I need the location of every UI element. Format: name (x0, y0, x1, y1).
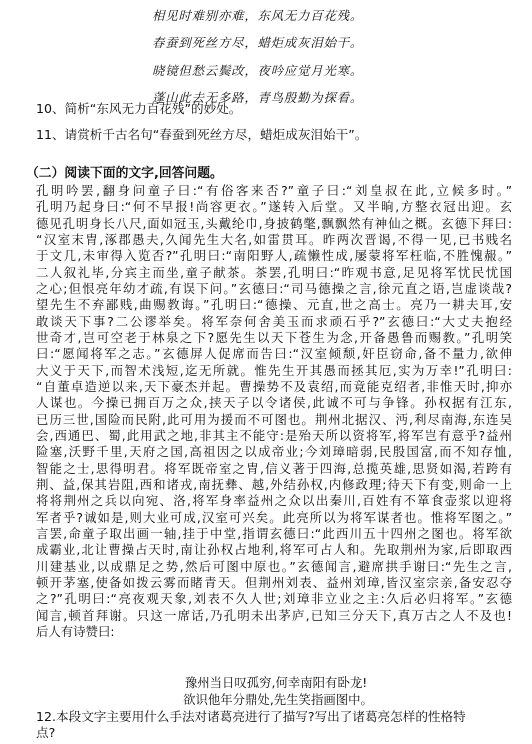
passage-line: 二人叙礼毕,分宾主而坐,童子献茶。茶罢,孔明曰:“昨观书意,足见将军忧民忧国 (36, 264, 512, 280)
passage-line: 成霸业,北让曹操占天时,南让孙权占地利,将军可占人和。先取荆州为家,后即取西 (36, 542, 512, 558)
poem-line: 春蚕到死丝方尽，蜡炬成灰泪始干。 (152, 35, 364, 51)
poem-line: 相见时难别亦难，东风无力百花残。 (152, 8, 364, 23)
reading-passage (36, 183, 512, 640)
passage-line: 后人有诗赞曰: (36, 623, 115, 639)
passage-line: 闻言,顿首拜谢。只这一席话,乃孔明未出茅庐,已知三分天下,真万古之人不及也! (36, 607, 512, 623)
poem-couplet-line-2: 欲识他年分鼎处,先生笑指画图中。 (183, 692, 373, 707)
question-10: 10、简析“东风无力百花残”的妙处。 (36, 101, 242, 116)
passage-line: 已历三世,国险而民附,此可用为援而不可图也。荆州北据汉、沔,利尽南海,东连吴 (36, 411, 512, 427)
question-12-line: 12.本段文字主要用什么手法对诸葛亮进行了描写?写出了诸葛亮怎样的性格特 (36, 709, 466, 724)
question-11: 11、请赏析千古名句“春蚕到死丝方尽，蜡炬成灰泪始干”。 (36, 127, 368, 142)
passage-line: 川建基业,以成鼎足之势,然后可图中原也。”玄德闻言,避席拱手谢曰:“先生之言, (36, 558, 512, 574)
passage-line: 曰:“愿闻将军之志。”玄德屏人促席而告曰:“汉室倾颓,奸臣窃命,备不量力,欲伸 (36, 346, 512, 362)
poem-line: 晓镜但愁云鬓改，夜吟应觉月光寒。 (152, 62, 364, 78)
passage-line: 险塞,沃野千里,天府之国,高祖因之以成帝业;今刘璋暗弱,民殷国富,而不知存恤, (36, 444, 512, 460)
passage-line: 于文几,未审得入览否?”孔明曰:“南阳野人,疏懒性成,屡蒙将军枉临,不胜愧赧。” (36, 248, 512, 264)
passage-line: “汉室末胄,涿郡愚夫,久闻先生大名,如雷贯耳。昨两次晋谒,不得一见,已书贱名 (36, 231, 512, 247)
passage-line: 之?”孔明曰:“亮夜观天象,刘表不久人世;刘璋非立业之主:久后必归将军。”玄德 (36, 591, 512, 607)
poem-line: 蓬山此去无多路，青鸟殷勤为探看。 (152, 89, 364, 105)
passage-line: 智能之士,思得明君。将军既帝室之胄,信义著于四海,总揽英雄,思贤如渴,若跨有 (36, 460, 512, 476)
passage-line: 望先生不弃鄙贱,曲赐教诲。”孔明曰:“德操、元直,世之高士。亮乃一耕夫耳,安 (36, 297, 512, 313)
passage-line: 德见孔明身长八尺,面如冠玉,头戴纶巾,身披鹤氅,飘飘然有神仙之概。玄德下拜曰: (36, 215, 512, 231)
passage-line: 之心;但恨亮年幼才疏,有误下问。”玄德曰:“司马德操之言,徐元直之语,岂虚谈哉? (36, 280, 512, 296)
passage-line: 顿开茅塞,使备如拨云雾而睹青天。但荆州刘表、益州刘璋,皆汉室宗亲,备安忍夺 (36, 574, 512, 590)
passage-line: “自董卓造逆以来,天下豪杰并起。曹操势不及袁绍,而竟能克绍者,非惟天时,抑亦 (36, 378, 512, 394)
section-heading: （二）阅读下面的文字,回答问题。 (26, 166, 223, 181)
passage-line: 世奇才,岂可空老于林泉之下?愿先生以天下苍生为念,开备愚鲁而赐教。”孔明笑 (36, 329, 512, 345)
passage-line: 言罢,命童子取出画一轴,挂于中堂,指谓玄德曰:“此西川五十四州之图也。将军欲 (36, 525, 512, 541)
passage-line: 孔明吟罢,翻身问童子曰:“有俗客来否?”童子曰:“刘皇叔在此,立候多时。” (36, 183, 512, 198)
passage-line: 大义于天下,而智术浅短,迄无所就。惟先生开其愚而拯其厄,实为万幸!”孔明曰: (36, 362, 512, 378)
passage-line: 军者乎?诚如是,则大业可成,汉室可兴矣。此亮所以为将军谋者也。惟将军图之。” (36, 509, 512, 525)
passage-line: 荆、益,保其岩阻,西和诸戎,南抚彝、越,外结孙权,内修政理;待天下有变,则命一上 (36, 476, 512, 492)
poem-lines (152, 2, 363, 111)
passage-line: 会,西通巴、蜀,此用武之地,非其主不能守:是殆天所以资将军,将军岂有意乎?益州 (36, 427, 512, 443)
passage-line: 孔明乃起身曰:“何不早报!尚容更衣。”遂转入后堂。又半晌,方整衣冠出迎。玄 (36, 199, 512, 215)
question-12 (36, 709, 512, 741)
passage-line: 人谋也。今操已拥百万之众,挟天子以令诸侯,此诚不可与争锋。孙权据有江东, (36, 395, 512, 411)
passage-line: 将将荆州之兵以向宛、洛,将军身率益州之众以出秦川,百姓有不箪食壶浆以迎将 (36, 493, 512, 509)
poem-couplet-line-1: 豫州当日叹孤穷,何幸南阳有卧龙! (184, 675, 368, 690)
question-12-line: 点? (36, 725, 56, 740)
passage-line: 敢谈天下事?二公谬举矣。将军奈何舍美玉而求顽石乎?”玄德曰:“大丈夫抱经 (36, 313, 512, 329)
